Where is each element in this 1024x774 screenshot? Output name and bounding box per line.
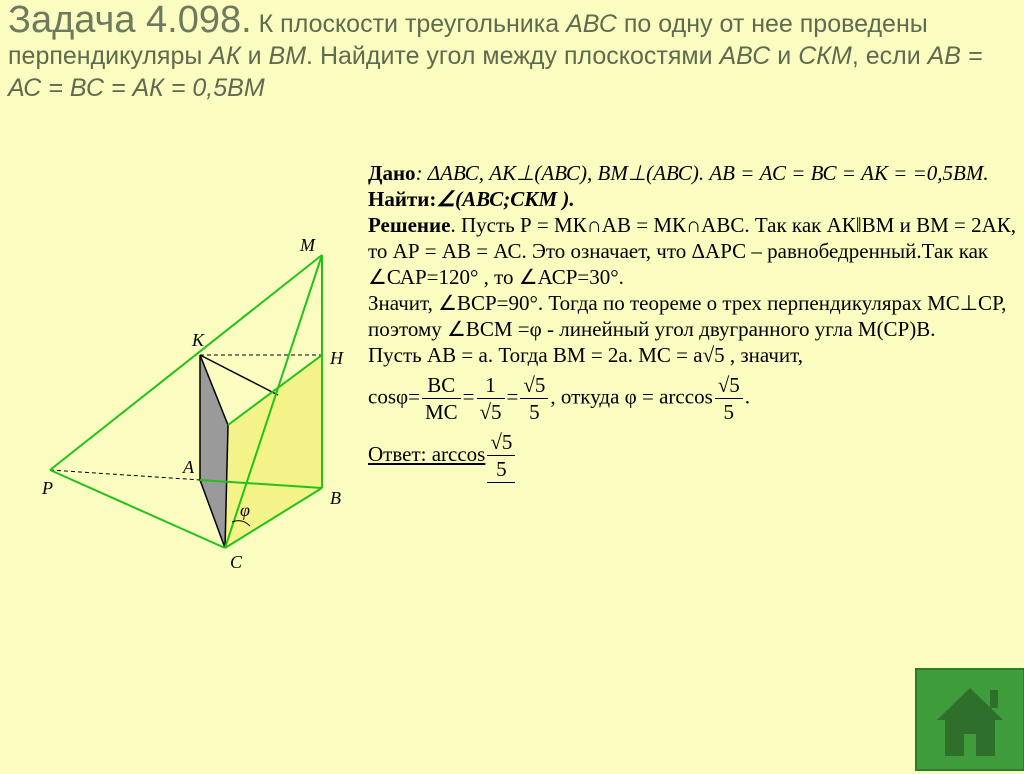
solution-block: [368, 160, 1024, 483]
label-m: M: [300, 235, 315, 255]
solution-line-3: Пусть АВ = a. Тогда ВМ = 2a. МС = a√5 , значит,: [368, 343, 804, 367]
home-icon: [917, 670, 1023, 769]
title-text: и: [240, 42, 269, 70]
label-k: K: [192, 330, 205, 350]
problem-number: Задача 4.098.: [8, 0, 252, 41]
label-a: A: [183, 457, 194, 477]
title-text: по одну от нее проведены перпендикуляры: [8, 10, 928, 70]
title-bm: ВМ: [268, 42, 307, 70]
title-abc: АВС: [566, 10, 617, 38]
title-text: . Найдите угол между плоскостями: [306, 42, 720, 70]
fraction-1-sqrt5: $\frac{1}{√5}$: [477, 372, 505, 425]
geometry-diagram: [0, 0, 360, 600]
label-p: P: [42, 478, 53, 498]
given-line: Дано: ΔАВС, АК⊥(АВС), ВМ⊥(АВС). АВ = АС = ВС = АК = =0,5ВМ.: [368, 161, 989, 185]
label-b: B: [330, 488, 341, 508]
label-c: C: [230, 552, 243, 572]
label-phi: φ: [240, 500, 250, 520]
title-equality: АВ = АС = ВС = АК = 0,5ВМ: [8, 42, 983, 102]
answer-fraction: $\frac{√5}{5}$: [487, 429, 515, 483]
label-h: H: [330, 348, 343, 368]
title-text: и: [770, 42, 799, 70]
solution-line-1: Решение. Пусть Р = МК∩АВ = МК∩АВС. Так как АК‖ВМ и ВМ = 2АК, то АР = АВ = АС. Это означает, что ΔАРС – равнобедренный.Так как ∠САР=120° , то ∠АСР=30°.: [368, 213, 1017, 289]
title-ak: АК: [209, 42, 241, 70]
find-line: Найти:∠(АВС;СКМ ).: [368, 187, 575, 211]
title-abc: АВС: [719, 42, 771, 70]
home-button[interactable]: [915, 668, 1024, 771]
fraction-arccos: $\frac{√5}{5}$: [715, 372, 743, 425]
cos-formula: cosφ= $\frac{BC}{MC}$ = $\frac{1}{√5}$ = $\frac{√5}{5}$ , откуда φ = arccos $\frac{√5}{5}$ .: [368, 373, 751, 424]
solution-line-2: Значит, ∠ВСР=90°. Тогда по теореме о трех перпендикулярах МС⊥СР, поэтому ∠ВСМ =φ - линейный угол двугранного угла М(СР)В.: [368, 291, 1007, 341]
title-text: К плоскости треугольника: [251, 10, 567, 38]
answer-line: Ответ: arccos $\frac{√5}{5}$: [368, 429, 1024, 483]
title-ckm: СКМ: [798, 42, 852, 70]
fraction-bc-mc: $\frac{BC}{MC}$: [422, 372, 461, 425]
title-text: , если: [851, 42, 928, 70]
fraction-sqrt5-5: $\frac{√5}{5}$: [520, 372, 548, 425]
